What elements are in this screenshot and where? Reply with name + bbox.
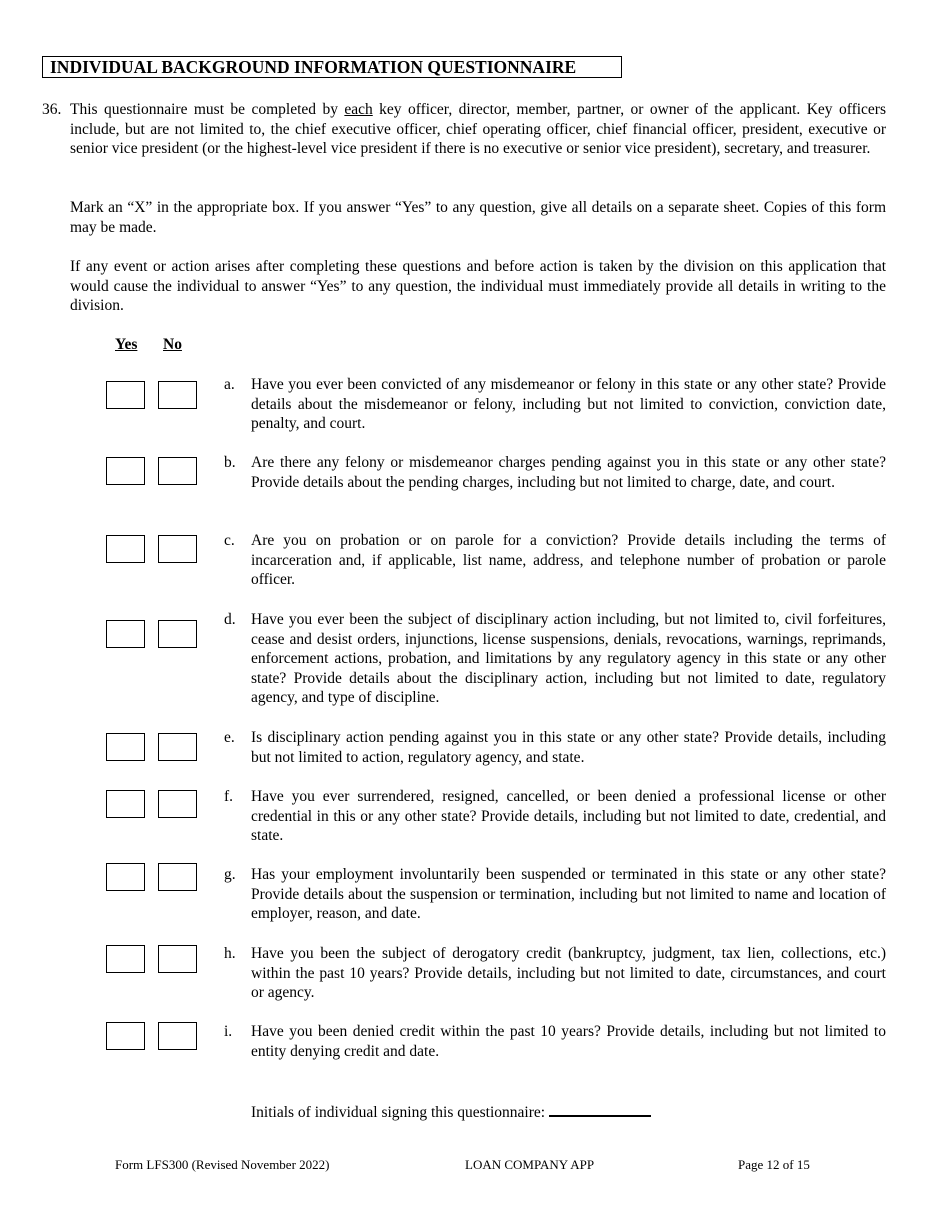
- question-a-letter: a.: [224, 376, 235, 393]
- question-c-no-checkbox[interactable]: [158, 535, 197, 563]
- question-a-yes-checkbox[interactable]: [106, 381, 145, 409]
- question-d-text: Have you ever been the subject of disciplinary action including, but not limited to, civil forfeitures, cease and desist orders, injunctions, license suspensions, denials, revocations, warnings, reprimands, enforcement actions, probation, and limitations by any regulatory agency in this state or any other state? Provide details about the disciplinary action, including but not limited to date, regulatory agency, and type of discipline.: [251, 611, 886, 706]
- initials-line: [251, 1101, 651, 1123]
- intro-paragraph-1: [70, 100, 886, 159]
- question-e-text: Is disciplinary action pending against you in this state or any other state? Provide details, including but not limited to action, regulatory agency, and state.: [251, 729, 886, 766]
- footer-app-name: LOAN COMPANY APP: [465, 1157, 595, 1172]
- footer-form-id: Form LFS300 (Revised November 2022): [115, 1157, 330, 1172]
- intro-paragraph-3: If any event or action arises after completing these questions and before action is taken by the division on this application that would cause the individual to answer “Yes” to any question, the individual must immediately provide all details in writing to the division.: [70, 258, 886, 314]
- question-number: 36.: [42, 101, 62, 118]
- question-g-yes-checkbox[interactable]: [106, 863, 145, 891]
- question-a-text: Have you ever been convicted of any misdemeanor or felony in this state or any other state? Provide details about the misdemeanor or felony, including but not limited to conviction, conviction date, penalty, and court.: [251, 376, 886, 432]
- question-e-letter: e.: [224, 729, 235, 746]
- intro-p1-end: key officer, director, member, partner, or owner of the applicant. Key officers include, but are not limited to, the chief executive officer, chief operating officer, chief financial officer, president, executive or senior vice president (or the highest-level vice president if there is no executive or senior vice president), secretary, and treasurer.: [70, 101, 887, 157]
- question-d-yes-checkbox[interactable]: [106, 620, 145, 648]
- initials-label: Initials of individual signing this questionnaire:: [251, 1104, 546, 1121]
- question-f-no-checkbox[interactable]: [158, 790, 197, 818]
- question-a-no-checkbox[interactable]: [158, 381, 197, 409]
- question-g-text: Has your employment involuntarily been suspended or terminated in this state or any other state? Provide details about the suspension or termination, including but not limited to name and location of employer, reason, and date.: [251, 866, 886, 922]
- question-b-text: Are there any felony or misdemeanor charges pending against you in this state or any other state? Provide details about the pending charges, including but not limited to charge, date, and court.: [251, 454, 886, 491]
- question-g-letter: g.: [224, 866, 236, 883]
- initials-blank[interactable]: [549, 1101, 651, 1117]
- question-f-text: Have you ever surrendered, resigned, cancelled, or been denied a professional license or other credential in this or any other state? Provide details, including but not limited to date, credential, and state.: [251, 788, 886, 844]
- question-b-letter: b.: [224, 454, 236, 471]
- question-h-yes-checkbox[interactable]: [106, 945, 145, 973]
- question-i-no-checkbox[interactable]: [158, 1022, 197, 1050]
- intro-p1-start: This questionnaire must be completed by: [70, 101, 345, 118]
- question-e-no-checkbox[interactable]: [158, 733, 197, 761]
- question-b-yes-checkbox[interactable]: [106, 457, 145, 485]
- question-i-letter: i.: [224, 1023, 233, 1040]
- question-c-letter: c.: [224, 532, 235, 549]
- question-f-yes-checkbox[interactable]: [106, 790, 145, 818]
- yes-column-header: Yes: [115, 336, 138, 353]
- no-column-header: No: [163, 336, 182, 353]
- intro-p1-emphasis: each: [344, 101, 373, 118]
- question-d-letter: d.: [224, 611, 236, 628]
- question-i-text: Have you been denied credit within the past 10 years? Provide details, including but not limited to entity denying credit and date.: [251, 1023, 886, 1060]
- question-h-text: Have you been the subject of derogatory credit (bankruptcy, judgment, tax lien, collections, etc.) within the past 10 years? Provide details, including but not limited to date, circumstances, and court or agency.: [251, 945, 886, 1001]
- page-title: INDIVIDUAL BACKGROUND INFORMATION QUESTIONNAIRE: [42, 56, 622, 78]
- question-d-no-checkbox[interactable]: [158, 620, 197, 648]
- question-f-letter: f.: [224, 788, 234, 805]
- question-c-text: Are you on probation or on parole for a conviction? Provide details including the terms of incarceration and, if applicable, list name, address, and telephone number of probation or parole officer.: [251, 532, 886, 588]
- intro-paragraph-2: Mark an “X” in the appropriate box. If you answer “Yes” to any question, give all details on a separate sheet. Copies of this form may be made.: [70, 199, 886, 236]
- question-g-no-checkbox[interactable]: [158, 863, 197, 891]
- question-i-yes-checkbox[interactable]: [106, 1022, 145, 1050]
- footer-page-number: Page 12 of 15: [738, 1157, 810, 1172]
- question-c-yes-checkbox[interactable]: [106, 535, 145, 563]
- question-h-letter: h.: [224, 945, 236, 962]
- question-b-no-checkbox[interactable]: [158, 457, 197, 485]
- question-h-no-checkbox[interactable]: [158, 945, 197, 973]
- question-e-yes-checkbox[interactable]: [106, 733, 145, 761]
